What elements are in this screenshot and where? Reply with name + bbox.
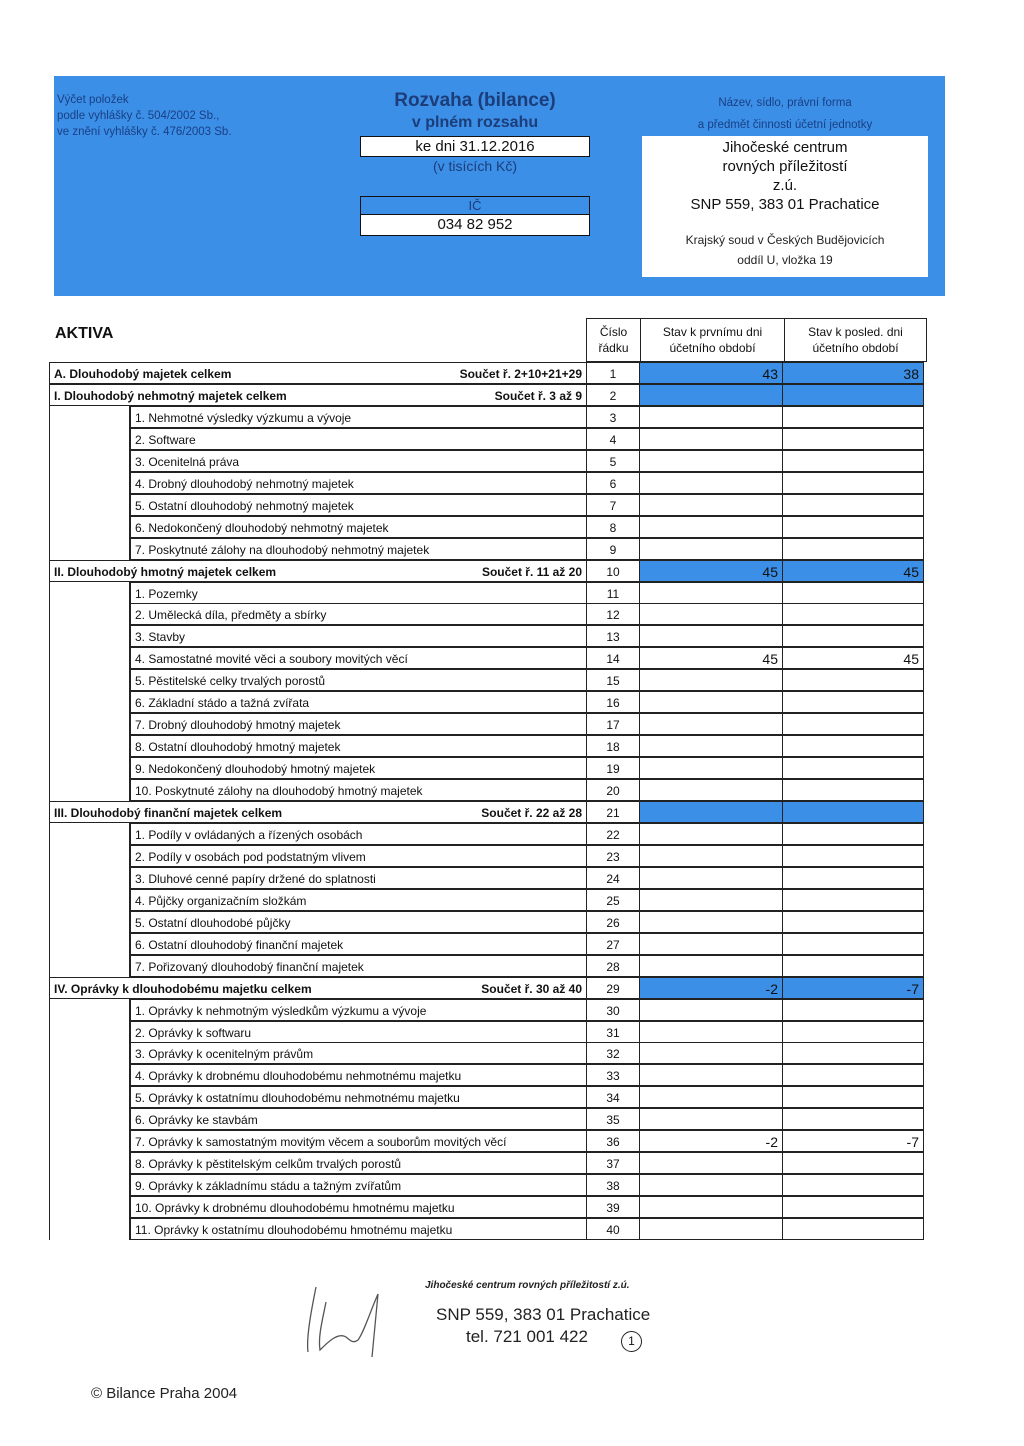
ic-box <box>360 196 590 236</box>
opening-balance-cell <box>640 1042 783 1064</box>
opening-balance-cell <box>640 955 783 977</box>
closing-balance-cell <box>783 516 924 538</box>
closing-balance-cell <box>783 428 924 450</box>
closing-balance-cell <box>783 1086 924 1108</box>
row-number: 21 <box>586 801 640 823</box>
row-label-text: 10. Oprávky k drobnému dlouhodobému hmotnému majetku <box>135 1201 455 1215</box>
row-label <box>130 1152 586 1174</box>
row-number: 17 <box>586 713 640 735</box>
entity-heading-line: a předmět činnosti účetní jednotky <box>697 119 873 131</box>
row-number: 39 <box>586 1196 640 1218</box>
row-label-text: 5. Pěstitelské celky trvalých porostů <box>135 674 326 688</box>
row-label <box>49 362 586 384</box>
table-row <box>49 801 924 823</box>
opening-balance-cell <box>640 823 783 845</box>
row-number: 30 <box>586 999 640 1021</box>
table-row <box>49 779 924 801</box>
court-line: Krajský soud v Českých Budějovicích <box>685 233 885 247</box>
row-label-text: 7. Drobný dlouhodobý hmotný majetek <box>135 718 341 732</box>
row-number: 26 <box>586 911 640 933</box>
row-number: 4 <box>586 428 640 450</box>
table-row <box>49 845 924 867</box>
legal-basis <box>57 92 232 140</box>
header-row-number: Číslo řádku <box>586 318 641 362</box>
report-date: ke dni 31.12.2016 <box>360 136 590 157</box>
row-label-text: 3. Ocenitelná práva <box>135 455 240 469</box>
closing-balance-cell <box>783 538 924 560</box>
row-label-text: A. Dlouhodobý majetek celkem <box>54 367 232 381</box>
table-row <box>49 428 924 450</box>
opening-balance-cell <box>640 889 783 911</box>
opening-balance-cell: 45 <box>640 647 783 669</box>
table-row <box>49 1130 924 1152</box>
row-sum-formula: Součet ř. 3 až 9 <box>494 389 582 403</box>
table-row <box>49 757 924 779</box>
table-row <box>49 823 924 845</box>
row-label <box>130 691 586 713</box>
closing-balance-cell <box>783 1174 924 1196</box>
row-label <box>130 735 586 757</box>
closing-balance-cell <box>783 999 924 1021</box>
opening-balance-cell <box>640 472 783 494</box>
row-label-text: 8. Ostatní dlouhodobý hmotný majetek <box>135 740 341 754</box>
table-row <box>49 889 924 911</box>
closing-balance-cell <box>783 867 924 889</box>
table-row <box>49 867 924 889</box>
entity-line: Jihočeské centrum <box>722 139 848 156</box>
row-label <box>130 472 586 494</box>
opening-balance-cell <box>640 516 783 538</box>
closing-balance-cell: 38 <box>783 362 924 384</box>
closing-balance-cell: 45 <box>783 647 924 669</box>
row-number: 14 <box>586 647 640 669</box>
row-sum-formula: Součet ř. 2+10+21+29 <box>459 367 582 381</box>
row-number: 34 <box>586 1086 640 1108</box>
row-label <box>130 516 586 538</box>
row-label-text: 9. Nedokončený dlouhodobý hmotný majetek <box>135 762 376 776</box>
closing-balance-cell <box>783 1152 924 1174</box>
section-title: AKTIVA <box>55 325 114 342</box>
table-row <box>49 406 924 428</box>
row-number: 25 <box>586 889 640 911</box>
table-row <box>49 1086 924 1108</box>
row-label <box>130 428 586 450</box>
row-label <box>130 625 586 647</box>
closing-balance-cell <box>783 845 924 867</box>
opening-balance-cell: -2 <box>640 977 783 999</box>
closing-balance-cell <box>783 933 924 955</box>
closing-balance-cell <box>783 494 924 516</box>
row-number: 19 <box>586 757 640 779</box>
table-row <box>49 977 924 999</box>
row-label-text: 5. Ostatní dlouhodobé půjčky <box>135 916 291 930</box>
row-label-text: 6. Oprávky ke stavbám <box>135 1113 258 1127</box>
closing-balance-cell <box>783 1042 924 1064</box>
table-row <box>49 450 924 472</box>
closing-balance-cell <box>783 1064 924 1086</box>
table-row <box>49 647 924 669</box>
legal-line: podle vyhlášky č. 504/2002 Sb., <box>57 110 220 122</box>
entity-line: SNP 559, 383 01 Prachatice <box>690 196 880 213</box>
row-number: 12 <box>586 603 640 625</box>
row-label-text: 5. Ostatní dlouhodobý nehmotný majetek <box>135 499 354 513</box>
signature-icon <box>298 1282 388 1362</box>
stamp-entity: Jihočeské centrum rovných příležitostí z.ú. <box>425 1280 630 1291</box>
row-sum-formula: Součet ř. 22 až 28 <box>481 806 582 820</box>
table-row <box>49 384 924 406</box>
row-label <box>130 450 586 472</box>
opening-balance-cell <box>640 450 783 472</box>
table-row <box>49 999 924 1021</box>
row-label <box>130 845 586 867</box>
row-label <box>130 538 586 560</box>
entity-heading <box>640 92 930 136</box>
row-number: 40 <box>586 1218 640 1240</box>
row-label-text: 5. Oprávky k ostatnímu dlouhodobému nehmotnému majetku <box>135 1091 460 1105</box>
row-label <box>49 560 586 582</box>
ic-label: IČ <box>361 197 589 215</box>
row-label <box>130 955 586 977</box>
row-label <box>130 757 586 779</box>
closing-balance-cell <box>783 955 924 977</box>
entity-heading-line: Název, sídlo, právní forma <box>718 97 852 109</box>
row-label-text: 3. Dluhové cenné papíry držené do splatnosti <box>135 872 376 886</box>
opening-balance-cell <box>640 1196 783 1218</box>
row-label-text: 9. Oprávky k základnímu stádu a tažným zvířatům <box>135 1179 402 1193</box>
table-row <box>49 1064 924 1086</box>
row-number: 7 <box>586 494 640 516</box>
row-label-text: 3. Oprávky k ocenitelným právům <box>135 1047 314 1061</box>
table-row <box>49 516 924 538</box>
opening-balance-cell: 45 <box>640 560 783 582</box>
opening-balance-cell <box>640 603 783 625</box>
opening-balance-cell <box>640 1174 783 1196</box>
row-sum-formula: Součet ř. 11 až 20 <box>481 565 582 579</box>
row-number: 5 <box>586 450 640 472</box>
row-label-text: 6. Ostatní dlouhodobý finanční majetek <box>135 938 344 952</box>
row-label <box>130 406 586 428</box>
opening-balance-cell <box>640 1218 783 1240</box>
indent-column <box>49 823 130 977</box>
table-row <box>49 1218 924 1240</box>
row-number: 16 <box>586 691 640 713</box>
row-label <box>130 999 586 1021</box>
row-label-text: 3. Stavby <box>135 630 186 644</box>
closing-balance-cell <box>783 713 924 735</box>
row-label-text: 1. Pozemky <box>135 587 198 601</box>
row-label-text: 4. Drobný dlouhodobý nehmotný majetek <box>135 477 354 491</box>
row-label <box>130 823 586 845</box>
opening-balance-cell <box>640 1086 783 1108</box>
ic-value: 034 82 952 <box>361 215 589 235</box>
table-row <box>49 1042 924 1064</box>
row-label <box>130 867 586 889</box>
row-label-text: 6. Základní stádo a tažná zvířata <box>135 696 310 710</box>
table-row <box>49 1021 924 1043</box>
table-row <box>49 472 924 494</box>
row-label <box>49 977 586 999</box>
row-number: 15 <box>586 669 640 691</box>
opening-balance-cell <box>640 845 783 867</box>
opening-balance-cell: -2 <box>640 1130 783 1152</box>
row-number: 1 <box>586 362 640 384</box>
row-number: 10 <box>586 560 640 582</box>
row-label <box>130 933 586 955</box>
table-row <box>49 955 924 977</box>
table-row <box>49 494 924 516</box>
row-label-text: 2. Software <box>135 433 196 447</box>
row-sum-formula: Součet ř. 30 až 40 <box>481 982 582 996</box>
row-number: 35 <box>586 1108 640 1130</box>
row-label-text: 4. Samostatné movité věci a soubory movitých věcí <box>135 652 408 666</box>
row-label <box>130 911 586 933</box>
table-row <box>49 603 924 625</box>
opening-balance-cell <box>640 625 783 647</box>
row-label <box>130 1130 586 1152</box>
row-label <box>49 801 586 823</box>
row-number: 8 <box>586 516 640 538</box>
document-title: Rozvaha (bilance) <box>394 90 556 111</box>
opening-balance-cell <box>640 1021 783 1043</box>
indent-column <box>49 582 130 801</box>
opening-balance-cell <box>640 494 783 516</box>
table-row <box>49 713 924 735</box>
opening-balance-cell <box>640 735 783 757</box>
row-number: 36 <box>586 1130 640 1152</box>
units-note: (v tisících Kč) <box>432 158 517 174</box>
closing-balance-cell <box>783 1196 924 1218</box>
row-label-text: II. Dlouhodobý hmotný majetek celkem <box>54 565 277 579</box>
row-label-text: 7. Oprávky k samostatným movitým věcem a souborům movitých věcí <box>135 1135 507 1149</box>
court-line: oddíl U, vložka 19 <box>737 253 833 267</box>
row-number: 28 <box>586 955 640 977</box>
row-number: 31 <box>586 1021 640 1043</box>
row-label <box>130 1042 586 1064</box>
header-closing-balance: Stav k posled. dni účetního období <box>784 318 927 362</box>
row-label-text: 10. Poskytnuté zálohy na dlouhodobý hmotný majetek <box>135 784 423 798</box>
stamp-address: SNP 559, 383 01 Prachatice <box>436 1305 651 1324</box>
closing-balance-cell <box>783 1021 924 1043</box>
row-number: 11 <box>586 582 640 604</box>
row-label-text: 11. Oprávky k ostatnímu dlouhodobému hmotnému majetku <box>135 1223 453 1237</box>
closing-balance-cell <box>783 801 924 823</box>
entity-box <box>642 136 928 277</box>
row-label <box>130 669 586 691</box>
document-subtitle: v plném rozsahu <box>411 114 539 131</box>
row-number: 27 <box>586 933 640 955</box>
row-label-text: 8. Oprávky k pěstitelským celkům trvalých porostů <box>135 1157 402 1171</box>
closing-balance-cell: -7 <box>783 1130 924 1152</box>
page-number: 1 <box>621 1331 642 1352</box>
table-row <box>49 362 924 384</box>
closing-balance-cell <box>783 669 924 691</box>
entity-line: rovných příležitostí <box>722 158 848 175</box>
row-number: 18 <box>586 735 640 757</box>
row-label-text: 1. Podíly v ovládaných a řízených osobách <box>135 828 363 842</box>
closing-balance-cell <box>783 757 924 779</box>
opening-balance-cell <box>640 384 783 406</box>
closing-balance-cell <box>783 779 924 801</box>
row-label-text: 4. Půjčky organizačním složkám <box>135 894 307 908</box>
entity-line: z.ú. <box>772 177 798 194</box>
row-label-text: 1. Nehmotné výsledky výzkumu a vývoje <box>135 411 352 425</box>
opening-balance-cell <box>640 538 783 560</box>
row-number: 2 <box>586 384 640 406</box>
row-label <box>130 1021 586 1043</box>
table-row <box>49 911 924 933</box>
opening-balance-cell <box>640 406 783 428</box>
closing-balance-cell <box>783 889 924 911</box>
row-number: 29 <box>586 977 640 999</box>
indent-column <box>49 406 130 560</box>
row-label <box>130 494 586 516</box>
closing-balance-cell <box>783 735 924 757</box>
row-label-text: III. Dlouhodobý finanční majetek celkem <box>54 806 283 820</box>
table-row <box>49 538 924 560</box>
row-number: 33 <box>586 1064 640 1086</box>
row-number: 9 <box>586 538 640 560</box>
row-label-text: I. Dlouhodobý nehmotný majetek celkem <box>54 389 287 403</box>
opening-balance-cell <box>640 1152 783 1174</box>
row-label-text: 2. Umělecká díla, předměty a sbírky <box>135 608 327 622</box>
row-label-text: 4. Oprávky k drobnému dlouhodobému nehmotnému majetku <box>135 1069 462 1083</box>
opening-balance-cell <box>640 801 783 823</box>
closing-balance-cell <box>783 691 924 713</box>
table-row <box>49 560 924 582</box>
opening-balance-cell <box>640 691 783 713</box>
legal-line: ve znění vyhlášky č. 476/2003 Sb. <box>57 126 232 138</box>
row-number: 24 <box>586 867 640 889</box>
row-number: 3 <box>586 406 640 428</box>
copyright: © Bilance Praha 2004 <box>91 1385 238 1402</box>
opening-balance-cell <box>640 1108 783 1130</box>
row-number: 23 <box>586 845 640 867</box>
table-row <box>49 933 924 955</box>
table-row <box>49 669 924 691</box>
closing-balance-cell <box>783 450 924 472</box>
row-label <box>130 1064 586 1086</box>
closing-balance-cell <box>783 911 924 933</box>
row-label <box>130 1218 586 1240</box>
table-row <box>49 625 924 647</box>
opening-balance-cell <box>640 428 783 450</box>
opening-balance-cell <box>640 757 783 779</box>
closing-balance-cell <box>783 384 924 406</box>
row-label <box>130 779 586 801</box>
closing-balance-cell <box>783 582 924 604</box>
opening-balance-cell <box>640 999 783 1021</box>
closing-balance-cell <box>783 406 924 428</box>
row-label <box>49 384 586 406</box>
closing-balance-cell <box>783 823 924 845</box>
table-row <box>49 691 924 713</box>
opening-balance-cell <box>640 582 783 604</box>
row-label <box>130 1196 586 1218</box>
indent-column <box>49 999 130 1240</box>
table-row <box>49 1152 924 1174</box>
opening-balance-cell: 43 <box>640 362 783 384</box>
table-row <box>49 1108 924 1130</box>
row-label-text: 2. Oprávky k softwaru <box>135 1026 252 1040</box>
row-number: 32 <box>586 1042 640 1064</box>
row-label-text: IV. Oprávky k dlouhodobému majetku celkem <box>54 982 312 996</box>
row-label <box>130 647 586 669</box>
table-row <box>49 1174 924 1196</box>
opening-balance-cell <box>640 713 783 735</box>
row-label <box>130 1108 586 1130</box>
opening-balance-cell <box>640 669 783 691</box>
opening-balance-cell <box>640 933 783 955</box>
closing-balance-cell <box>783 625 924 647</box>
row-number: 37 <box>586 1152 640 1174</box>
row-number: 13 <box>586 625 640 647</box>
row-number: 20 <box>586 779 640 801</box>
stamp-phone: tel. 721 001 422 <box>466 1327 588 1346</box>
row-label-text: 7. Pořizovaný dlouhodobý finanční majetek <box>135 960 364 974</box>
closing-balance-cell <box>783 1218 924 1240</box>
opening-balance-cell <box>640 911 783 933</box>
row-label <box>130 889 586 911</box>
closing-balance-cell <box>783 603 924 625</box>
row-label <box>130 713 586 735</box>
closing-balance-cell: 45 <box>783 560 924 582</box>
header-opening-balance: Stav k prvnímu dni účetního období <box>640 318 785 362</box>
row-label-text: 1. Oprávky k nehmotným výsledkům výzkumu a vývoje <box>135 1004 427 1018</box>
row-label-text: 7. Poskytnuté zálohy na dlouhodobý nehmotný majetek <box>135 543 430 557</box>
table-row <box>49 1196 924 1218</box>
row-number: 22 <box>586 823 640 845</box>
row-label-text: 2. Podíly v osobách pod podstatným vlivem <box>135 850 366 864</box>
row-number: 38 <box>586 1174 640 1196</box>
row-label <box>130 582 586 604</box>
row-label <box>130 603 586 625</box>
opening-balance-cell <box>640 867 783 889</box>
row-number: 6 <box>586 472 640 494</box>
table-row <box>49 582 924 604</box>
opening-balance-cell <box>640 779 783 801</box>
closing-balance-cell <box>783 472 924 494</box>
row-label <box>130 1086 586 1108</box>
opening-balance-cell <box>640 1064 783 1086</box>
closing-balance-cell: -7 <box>783 977 924 999</box>
closing-balance-cell <box>783 1108 924 1130</box>
row-label-text: 6. Nedokončený dlouhodobý nehmotný majetek <box>135 521 389 535</box>
legal-line: Výčet položek <box>57 94 129 106</box>
row-label <box>130 1174 586 1196</box>
table-row <box>49 735 924 757</box>
